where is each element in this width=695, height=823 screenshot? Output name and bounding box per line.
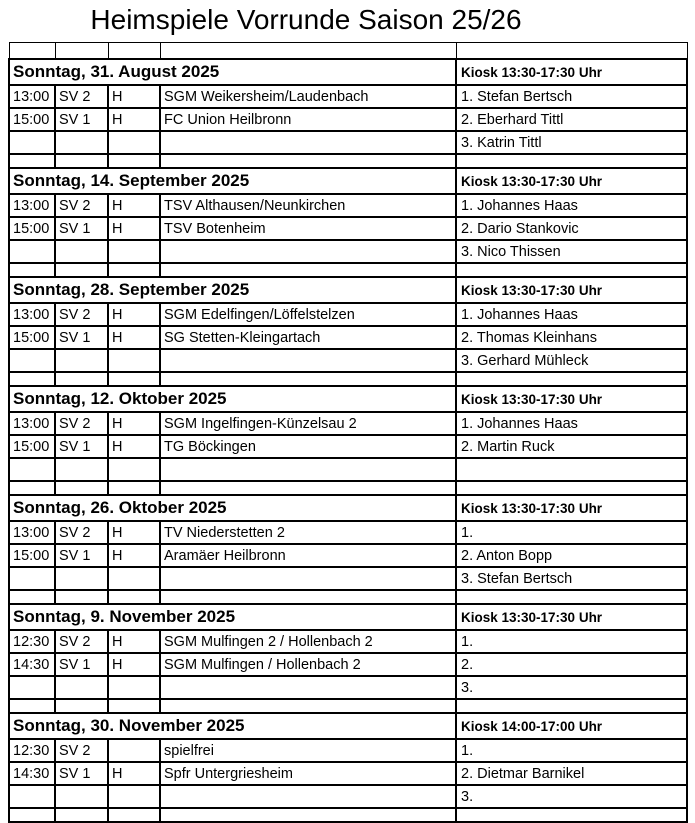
time-cell: 14:30 [9, 653, 55, 676]
empty-cell [108, 481, 160, 495]
kiosk-cell: 1. [456, 630, 687, 653]
home-cell: H [108, 435, 160, 458]
team-cell: SV 2 [55, 630, 108, 653]
team-cell: SV 2 [55, 194, 108, 217]
empty-cell [108, 590, 160, 604]
section-separator-row [9, 154, 687, 168]
section-header-row [9, 277, 687, 303]
team-cell: SV 2 [55, 85, 108, 108]
team-cell [55, 567, 108, 590]
match-row [9, 762, 687, 785]
time-cell: 13:00 [9, 85, 55, 108]
team-cell: SV 1 [55, 326, 108, 349]
section-separator-row [9, 372, 687, 386]
match-row [9, 131, 687, 154]
match-row [9, 85, 687, 108]
empty-cell [108, 263, 160, 277]
team-cell: SV 1 [55, 653, 108, 676]
empty-cell [9, 808, 55, 822]
empty-cell [108, 808, 160, 822]
empty-cell [456, 43, 687, 60]
home-cell [108, 458, 160, 481]
opponent-cell: SGM Weikersheim/Laudenbach [160, 85, 456, 108]
home-cell: H [108, 326, 160, 349]
section-date: Sonntag, 28. September 2025 [9, 277, 456, 303]
team-cell: SV 1 [55, 435, 108, 458]
team-cell: SV 1 [55, 762, 108, 785]
opponent-cell: TG Böckingen [160, 435, 456, 458]
opponent-cell: SGM Mulfingen 2 / Hollenbach 2 [160, 630, 456, 653]
home-cell: H [108, 653, 160, 676]
kiosk-cell: 3. [456, 785, 687, 808]
empty-cell [160, 372, 456, 386]
section-separator-row [9, 590, 687, 604]
kiosk-cell: 2. Anton Bopp [456, 544, 687, 567]
empty-cell [160, 481, 456, 495]
time-cell: 12:30 [9, 630, 55, 653]
time-cell: 15:00 [9, 217, 55, 240]
empty-cell [456, 372, 687, 386]
empty-cell [108, 154, 160, 168]
home-cell [108, 240, 160, 263]
home-cell [108, 131, 160, 154]
home-cell: H [108, 412, 160, 435]
empty-cell [55, 263, 108, 277]
home-cell: H [108, 85, 160, 108]
time-cell: 14:30 [9, 762, 55, 785]
kiosk-cell: 2. Martin Ruck [456, 435, 687, 458]
match-row [9, 303, 687, 326]
section-kiosk-hours: Kiosk 14:00-17:00 Uhr [456, 713, 687, 739]
home-cell: H [108, 630, 160, 653]
section-header-row [9, 604, 687, 630]
empty-cell [456, 154, 687, 168]
opponent-cell: TV Niederstetten 2 [160, 521, 456, 544]
home-cell [108, 567, 160, 590]
opponent-cell: Aramäer Heilbronn [160, 544, 456, 567]
section-kiosk-hours: Kiosk 13:30-17:30 Uhr [456, 495, 687, 521]
time-cell [9, 131, 55, 154]
match-row [9, 326, 687, 349]
schedule-table [8, 42, 688, 823]
team-cell: SV 1 [55, 544, 108, 567]
section-header-row [9, 386, 687, 412]
opponent-cell [160, 240, 456, 263]
empty-cell [108, 699, 160, 713]
empty-cell [55, 808, 108, 822]
empty-cell [456, 263, 687, 277]
match-row [9, 412, 687, 435]
empty-cell [456, 808, 687, 822]
section-date: Sonntag, 12. Oktober 2025 [9, 386, 456, 412]
match-row [9, 739, 687, 762]
match-row [9, 676, 687, 699]
kiosk-cell: 1. Johannes Haas [456, 412, 687, 435]
section-kiosk-hours: Kiosk 13:30-17:30 Uhr [456, 59, 687, 85]
section-separator-row [9, 808, 687, 822]
team-cell: SV 2 [55, 739, 108, 762]
kiosk-cell: 3. Gerhard Mühleck [456, 349, 687, 372]
time-cell: 13:00 [9, 412, 55, 435]
opponent-cell [160, 131, 456, 154]
empty-cell [9, 699, 55, 713]
opponent-cell [160, 567, 456, 590]
opponent-cell: TSV Althausen/Neunkirchen [160, 194, 456, 217]
time-cell [9, 458, 55, 481]
empty-cell [160, 808, 456, 822]
empty-cell [108, 372, 160, 386]
empty-cell [55, 372, 108, 386]
empty-cell [9, 263, 55, 277]
match-row [9, 567, 687, 590]
match-row [9, 240, 687, 263]
time-cell [9, 785, 55, 808]
section-separator-row [9, 699, 687, 713]
match-row [9, 785, 687, 808]
schedule-table-body [9, 43, 687, 823]
empty-cell [160, 154, 456, 168]
empty-cell [55, 590, 108, 604]
time-cell [9, 349, 55, 372]
time-cell: 13:00 [9, 303, 55, 326]
kiosk-cell: 3. Stefan Bertsch [456, 567, 687, 590]
kiosk-cell: 2. Dietmar Barnikel [456, 762, 687, 785]
section-date: Sonntag, 26. Oktober 2025 [9, 495, 456, 521]
team-cell: SV 2 [55, 412, 108, 435]
team-cell: SV 2 [55, 303, 108, 326]
section-kiosk-hours: Kiosk 13:30-17:30 Uhr [456, 386, 687, 412]
empty-cell [456, 481, 687, 495]
kiosk-cell: 3. Katrin Tittl [456, 131, 687, 154]
match-row [9, 217, 687, 240]
match-row [9, 194, 687, 217]
team-cell [55, 785, 108, 808]
kiosk-cell: 2. Thomas Kleinhans [456, 326, 687, 349]
kiosk-cell: 1. Johannes Haas [456, 194, 687, 217]
opponent-cell: spielfrei [160, 739, 456, 762]
time-cell [9, 676, 55, 699]
home-cell: H [108, 544, 160, 567]
section-header-row [9, 168, 687, 194]
empty-cell [55, 699, 108, 713]
team-cell [55, 676, 108, 699]
time-cell [9, 240, 55, 263]
home-cell [108, 785, 160, 808]
opponent-cell: SGM Edelfingen/Löffelstelzen [160, 303, 456, 326]
kiosk-cell: 1. Johannes Haas [456, 303, 687, 326]
opponent-cell [160, 458, 456, 481]
empty-cell [160, 590, 456, 604]
section-header-row [9, 495, 687, 521]
section-kiosk-hours: Kiosk 13:30-17:30 Uhr [456, 168, 687, 194]
time-cell: 15:00 [9, 435, 55, 458]
time-cell: 15:00 [9, 326, 55, 349]
opponent-cell [160, 349, 456, 372]
time-cell: 15:00 [9, 108, 55, 131]
match-row [9, 458, 687, 481]
home-cell: H [108, 194, 160, 217]
empty-top-row [9, 43, 687, 60]
time-cell: 13:00 [9, 194, 55, 217]
kiosk-cell: 2. Eberhard Tittl [456, 108, 687, 131]
time-cell: 15:00 [9, 544, 55, 567]
team-cell: SV 1 [55, 217, 108, 240]
kiosk-cell [456, 458, 687, 481]
kiosk-cell: 1. [456, 739, 687, 762]
opponent-cell: FC Union Heilbronn [160, 108, 456, 131]
opponent-cell: SGM Ingelfingen-Künzelsau 2 [160, 412, 456, 435]
time-cell: 13:00 [9, 521, 55, 544]
empty-cell [55, 481, 108, 495]
empty-cell [55, 154, 108, 168]
team-cell: SV 1 [55, 108, 108, 131]
team-cell [55, 349, 108, 372]
match-row [9, 544, 687, 567]
section-header-row [9, 713, 687, 739]
match-row [9, 630, 687, 653]
kiosk-cell: 2. [456, 653, 687, 676]
opponent-cell: TSV Botenheim [160, 217, 456, 240]
empty-cell [9, 43, 55, 60]
empty-cell [456, 590, 687, 604]
empty-cell [9, 481, 55, 495]
team-cell [55, 458, 108, 481]
empty-cell [9, 372, 55, 386]
page-title: Heimspiele Vorrunde Saison 25/26 [90, 4, 522, 35]
team-cell: SV 2 [55, 521, 108, 544]
kiosk-cell: 1. Stefan Bertsch [456, 85, 687, 108]
empty-cell [160, 699, 456, 713]
opponent-cell: SGM Mulfingen / Hollenbach 2 [160, 653, 456, 676]
home-cell [108, 676, 160, 699]
empty-cell [9, 590, 55, 604]
kiosk-cell: 3. [456, 676, 687, 699]
section-kiosk-hours: Kiosk 13:30-17:30 Uhr [456, 604, 687, 630]
match-row [9, 349, 687, 372]
opponent-cell: Spfr Untergriesheim [160, 762, 456, 785]
empty-cell [9, 154, 55, 168]
team-cell [55, 131, 108, 154]
time-cell [9, 567, 55, 590]
home-cell: H [108, 217, 160, 240]
section-date: Sonntag, 31. August 2025 [9, 59, 456, 85]
empty-cell [160, 263, 456, 277]
match-row [9, 521, 687, 544]
match-row [9, 435, 687, 458]
team-cell [55, 240, 108, 263]
empty-cell [108, 43, 160, 60]
kiosk-cell: 3. Nico Thissen [456, 240, 687, 263]
opponent-cell: SG Stetten-Kleingartach [160, 326, 456, 349]
empty-cell [456, 699, 687, 713]
time-cell: 12:30 [9, 739, 55, 762]
home-cell [108, 739, 160, 762]
section-separator-row [9, 263, 687, 277]
home-cell [108, 349, 160, 372]
opponent-cell [160, 785, 456, 808]
match-row [9, 653, 687, 676]
kiosk-cell: 1. [456, 521, 687, 544]
opponent-cell [160, 676, 456, 699]
section-header-row [9, 59, 687, 85]
home-cell: H [108, 108, 160, 131]
home-cell: H [108, 303, 160, 326]
section-date: Sonntag, 14. September 2025 [9, 168, 456, 194]
section-separator-row [9, 481, 687, 495]
empty-cell [160, 43, 456, 60]
home-cell: H [108, 521, 160, 544]
section-date: Sonntag, 30. November 2025 [9, 713, 456, 739]
match-row [9, 108, 687, 131]
home-cell: H [108, 762, 160, 785]
section-date: Sonntag, 9. November 2025 [9, 604, 456, 630]
empty-cell [55, 43, 108, 60]
kiosk-cell: 2. Dario Stankovic [456, 217, 687, 240]
section-kiosk-hours: Kiosk 13:30-17:30 Uhr [456, 277, 687, 303]
